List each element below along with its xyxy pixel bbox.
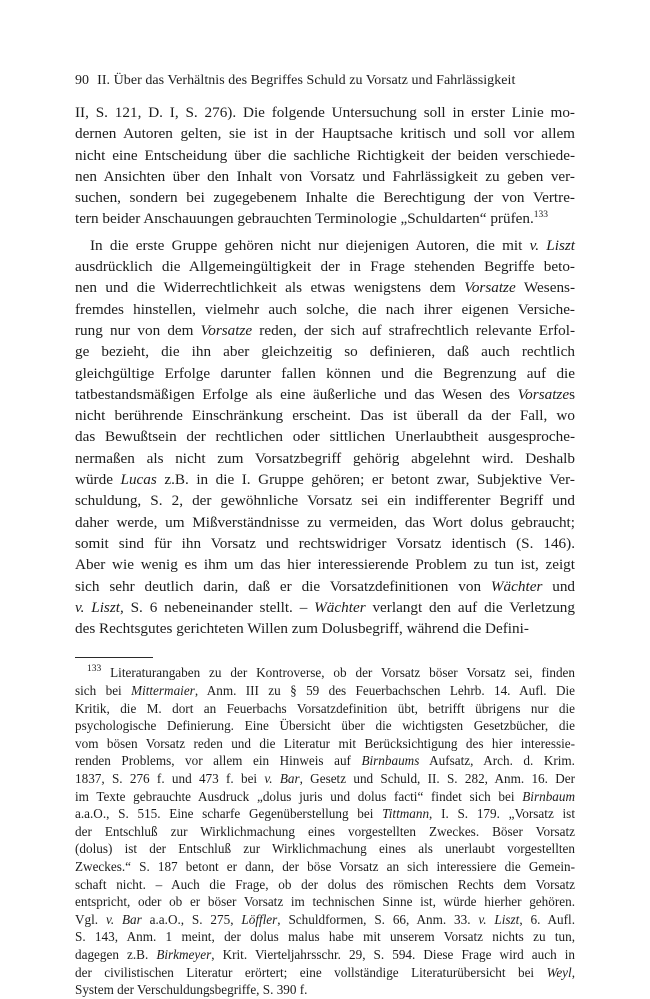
running-title: II. Über das Verhältnis des Begriffes Schuld zu Vorsatz und Fahrlässigkeit bbox=[97, 73, 516, 88]
footnote-line: schaft nicht. – Auch die Frage, ob der dolus des römischen Rechts dem Vorsatz bbox=[75, 876, 575, 892]
body-line: daher werde, um Mißverständnisse zu vermeiden, das Wort dolus gebraucht; bbox=[75, 513, 575, 531]
body-text bbox=[75, 102, 575, 639]
footnote-line: 1837, S. 276 f. und 473 f. bei v. Bar, Gesetz und Schuld, II. S. 282, Anm. 16. Der bbox=[75, 770, 575, 786]
body-line: nicht eine Entscheidung über die sachliche Richtigkeit der beiden verschiede- bbox=[75, 146, 575, 164]
body-line: gleichgültige Erfolge darunter fallen können und die Begrenzung auf die bbox=[75, 364, 575, 382]
footnote-line: entspricht, oder ob er böser Vorsatz im technischen Sinne ist, würde hierher gehören. bbox=[75, 894, 575, 910]
body-line: rung nur von dem Vorsatze reden, der sich auf strafrechtlich relevante Erfol- bbox=[75, 321, 576, 339]
body-line: nermaßen als nicht zum Vorsatzbegriff gehörig abgelehnt wird. Deshalb bbox=[75, 449, 575, 467]
footnote-line: im Texte gebrauchte Ausdruck „dolus juris und dolus facti“ findet sich bei Birnbaum bbox=[75, 788, 575, 804]
body-line: des Rechtsgutes gerichteten Willen zum Dolusbegriff, während die Defini- bbox=[75, 620, 529, 638]
body-line: dernen Autoren gelten, sie ist in der Hauptsache kritisch und soll vor allem bbox=[75, 125, 575, 143]
body-line: Aber wie wenig es ihm um das hier interessierende Problem zu tun ist, zeigt bbox=[75, 556, 575, 574]
body-line: fremdes hinstellen, vielmehr auch solche, die nach ihrer eigenen Versiche- bbox=[75, 300, 575, 318]
body-line: ausdrücklich die Allgemeingültigkeit der in Frage stehenden Begriffe beto- bbox=[75, 258, 575, 276]
footnote-line: der civilistischen Literatur erörtert; eine vollständige Literaturübersicht bei Weyl, bbox=[75, 964, 575, 980]
footnote-line: psychologische Definierung. Eine Übersicht über die wichtigsten Gesetzbücher, die bbox=[75, 718, 575, 734]
footnote-line: System der Verschuldungsbegriffe, S. 390 f. bbox=[75, 982, 308, 998]
footnote-line: S. 143, Anm. 1 meint, der dolus malus habe mit unserem Vorsatz nichts zu tun, bbox=[75, 929, 575, 945]
footnote-line: (dolus) ist der Entschluß zur Wirklichmachung eines als unerlaubt vorgestellten bbox=[75, 841, 575, 857]
body-line: tatbestandsmäßigen Erfolge als eine äußerliche und das Wesen des Vorsatzes bbox=[75, 385, 575, 403]
body-line: suchen, sondern bei zugegebenem Inhalte die Berechtigung der von Vertre- bbox=[75, 189, 575, 207]
body-line: schuldung, S. 2, der gewöhnliche Vorsatz sei ein indifferenter Begriff und bbox=[75, 492, 575, 510]
body-line: würde Lucas z.B. in die I. Gruppe gehören; er betont zwar, Subjektive Ver- bbox=[75, 471, 575, 489]
footnote-line: sich bei Mittermaier, Anm. III zu § 59 des Feuerbachschen Lehrb. 14. Aufl. Die bbox=[75, 683, 575, 699]
body-line: II, S. 121, D. I, S. 276). Die folgende Untersuchung soll in erster Linie mo- bbox=[75, 104, 575, 121]
footnote-rule bbox=[75, 657, 153, 658]
body-line: v. Liszt, S. 6 nebeneinander stellt. – Wächter verlangt den auf die Verletzung bbox=[75, 598, 575, 616]
footnote-line: vom bösen Vorsatz reden und die Literatur mit Berücksichtigung des hier interessie- bbox=[75, 735, 575, 751]
body-line: tern beider Anschauungen gebrauchten Terminologie „Schuldarten“ prüfen.$^{133}$ bbox=[75, 210, 549, 228]
body-line: ge bezieht, die ihn aber gleichzeitig so definieren, daß auch rechtlich bbox=[75, 343, 575, 361]
page-number: 90 bbox=[75, 73, 90, 88]
body-line: nen und die Widerrechtlichkeit als etwas wenigstens dem Vorsatze Wesens- bbox=[75, 279, 576, 297]
footnote-line: der Entschluß zur Wirklichmachung eines vorgestellten Zweckes. Böser Vorsatz bbox=[75, 823, 575, 839]
footnote-line: $^{133}$ Literaturangaben zu der Kontroverse, ob der Vorsatz böser Vorsatz sei, finden bbox=[87, 664, 576, 681]
footnote-line: Vgl. v. Bar a.a.O., S. 275, Löffler, Schuldformen, S. 66, Anm. 33. v. Liszt, 6. Aufl. bbox=[75, 911, 575, 927]
body-line: das Bewußtsein der rechtlichen oder sittlichen Unerlaubtheit ausgesproche- bbox=[75, 428, 575, 446]
footnote-number: 133 bbox=[87, 664, 102, 675]
body-line: somit sind für ihn Vorsatz und rechtswidriger Vorsatz identisch (S. 146). bbox=[75, 534, 575, 552]
footnote bbox=[75, 664, 575, 998]
running-header bbox=[75, 72, 575, 90]
body-line: nen Ansichten über den Inhalt von Vorsatz und Fahrlässigkeit zu geben ver- bbox=[75, 167, 575, 185]
footnote-line: a.a.O., S. 515. Eine scharfe Gegenüberstellung bei Tittmann, I. S. 179. „Vorsatz ist bbox=[75, 806, 575, 822]
body-line: nicht berührende Einschränkung erscheint. Das ist überall da der Fall, wo bbox=[75, 407, 575, 425]
footnote-line: dagegen z.B. Birkmeyer, Krit. Vierteljahrsschr. 29, S. 594. Diese Frage wird auch in bbox=[75, 946, 575, 962]
footnote-line: renden Problems, vor allem ein Hinweis auf Birnbaums Aufsatz, Arch. d. Krim. bbox=[75, 753, 575, 769]
footnote-ref: 133 bbox=[533, 210, 549, 221]
body-line: sich sehr deutlich darin, daß er die Vorsatzdefinitionen von Wächter und bbox=[75, 577, 576, 595]
body-line: In die erste Gruppe gehören nicht nur diejenigen Autoren, die mit v. Liszt bbox=[90, 236, 575, 254]
book-page bbox=[75, 72, 575, 999]
footnote-line: Zweckes.“ S. 187 betont er dann, der böse Vorsatz an sich interessiere die Gemein- bbox=[75, 858, 575, 874]
footnote-line: Kritik, die M. dort an Feuerbachs Vorsatzdefinition übt, betrifft übrigens nur die bbox=[75, 700, 575, 716]
